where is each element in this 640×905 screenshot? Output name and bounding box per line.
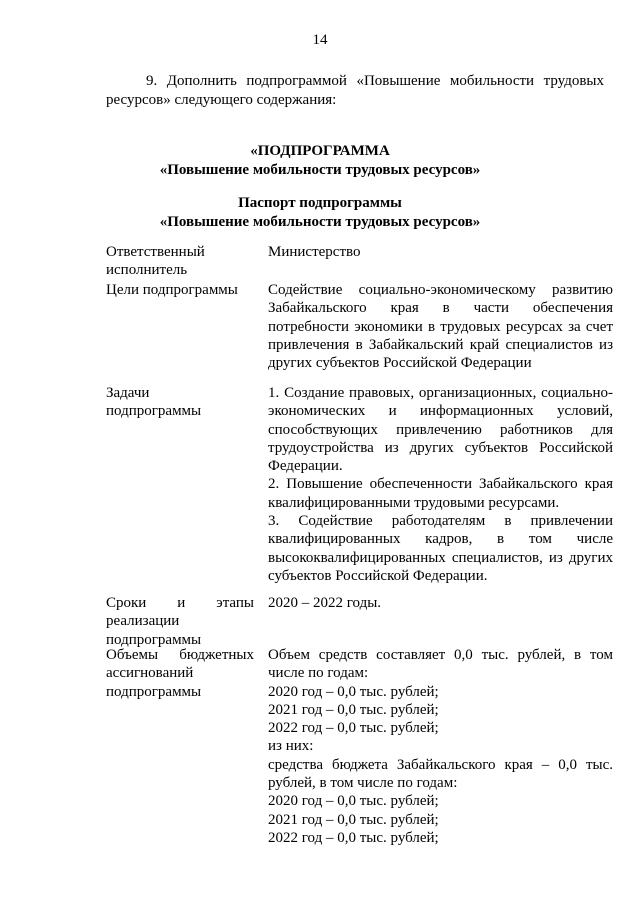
row-tasks-value xyxy=(268,384,613,585)
row-funding-label: Объемы бюджетных ассигнований подпрограммы xyxy=(106,647,254,700)
funding-line: 2021 год – 0,0 тыс. рублей; xyxy=(268,811,439,828)
funding-line: из них: xyxy=(268,738,314,755)
row-responsible-label: Ответственный исполнитель xyxy=(106,244,205,279)
subprogram-title-line2: «Повышение мобильности трудовых ресурсов» xyxy=(159,162,481,178)
row-terms-label: Сроки и этапы реализации подпрограммы xyxy=(106,595,254,648)
passport-title-line1: Паспорт подпрограммы xyxy=(238,195,402,211)
passport-title-line2: «Повышение мобильности трудовых ресурсов» xyxy=(159,214,481,230)
subprogram-title xyxy=(0,142,640,180)
funding-line: 2020 год – 0,0 тыс. рублей; xyxy=(268,683,439,700)
funding-line: Объем средств составляет 0,0 тыс. рублей, в том числе по годам: xyxy=(268,647,613,682)
passport-title xyxy=(0,194,640,232)
subprogram-title-line1: «ПОДПРОГРАММА xyxy=(250,143,390,159)
task-item: 1. Создание правовых, организационных, социально-экономических и информационных условий, способствующих привлечению работников для трудоустройства из других субъектов Российской Федерации. xyxy=(268,385,613,475)
task-item: 3. Содействие работодателям в привлечении квалифицированных кадров, в том числе высококвалифицированных специалистов, из других субъектов Российской Федерации. xyxy=(268,513,613,584)
row-terms-value: 2020 – 2022 годы. xyxy=(268,595,382,611)
funding-line: 2021 год – 0,0 тыс. рублей; xyxy=(268,701,439,718)
funding-line: средства бюджета Забайкальского края – 0,0 тыс. рублей, в том числе по годам: xyxy=(268,756,613,792)
row-goals-value: Содействие социально-экономическому развитию Забайкальского края в части обеспечения потребности экономики в трудовых ресурсах за счет привлечения в Забайкальский край специалистов из других субъектов Российской Федерации xyxy=(268,282,613,372)
funding-line: 2022 год – 0,0 тыс. рублей; xyxy=(268,720,439,737)
intro-paragraph: 9. Дополнить подпрограммой «Повышение мобильности трудовых ресурсов» следующего содержания: xyxy=(106,73,604,108)
row-tasks-label: Задачи подпрограммы xyxy=(106,385,202,420)
task-item: 2. Повышение обеспеченности Забайкальского края квалифицированными трудовыми ресурсами. xyxy=(268,476,613,511)
page-number: 14 xyxy=(312,32,328,48)
funding-line: 2022 год – 0,0 тыс. рублей; xyxy=(268,829,439,846)
row-funding-value xyxy=(268,646,613,847)
funding-line: 2020 год – 0,0 тыс. рублей; xyxy=(268,793,439,810)
row-goals-label: Цели подпрограммы xyxy=(106,282,238,298)
row-responsible-value: Министерство xyxy=(268,244,361,260)
